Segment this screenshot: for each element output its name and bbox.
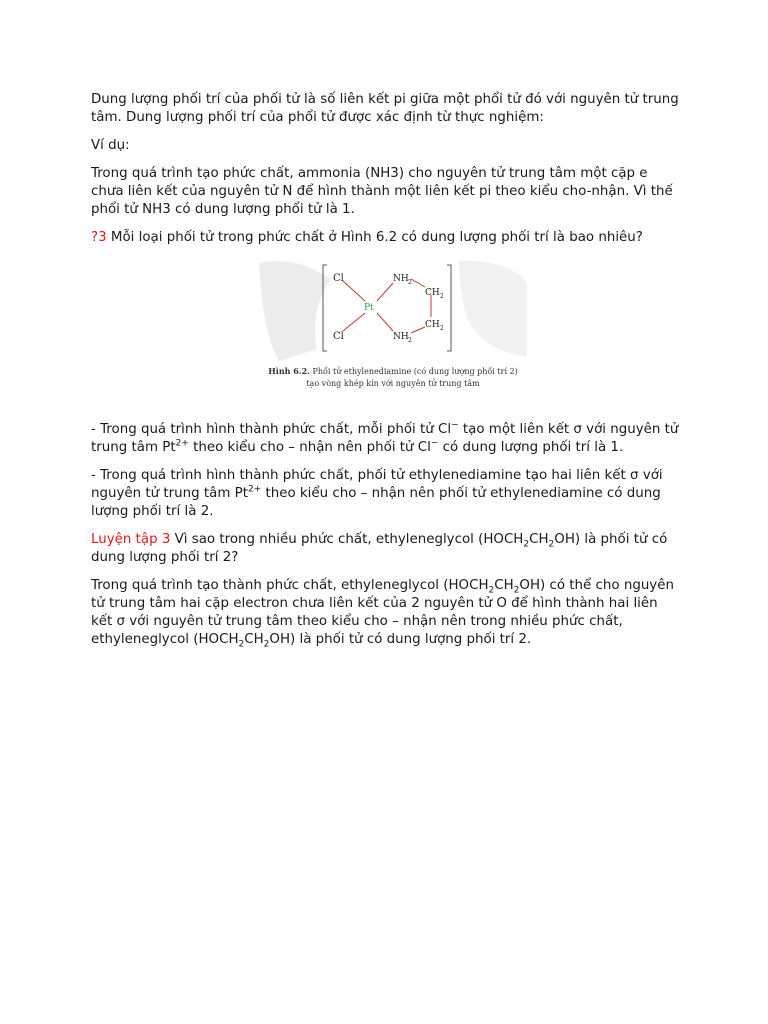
atom-cl-bottom: Cl (333, 331, 344, 342)
atom-nh2-top: NH (393, 274, 409, 284)
paragraph-example: Trong quá trình tạo phức chất, ammonia (NH3) cho nguyên tử trung tâm một cặp e chưa liên kết của nguyên tử N để hình thành một liên kết pi theo kiểu cho-nhận. Vì thế phổi tử NH3 có dung lượng phổi tử là 1. (91, 166, 673, 217)
bond-cl-pt-bottom (343, 313, 365, 331)
practice-text-a: Vì sao trong nhiều phức chất, ethyleneglycol (HOCH (170, 532, 524, 547)
atom-pt: Pt (364, 303, 374, 313)
platinum-charge-2: 2+ (247, 484, 262, 495)
answer-eg-text-e: OH) là phối tử có dung lượng phối trí 2. (269, 632, 532, 647)
answer-chloride-text-a: - Trong quá trình hình thành phức chất, mỗi phối tử Cl (91, 422, 452, 437)
answer-eg-sub-3: 2 (238, 639, 245, 650)
figure-caption-line-2: tạo vòng khép kín với nguyên tử trung tâm (306, 379, 480, 388)
answer-eg-text-d: CH (244, 632, 264, 647)
figure-caption-label: Hình 6.2. (268, 366, 310, 376)
answer-eg-text-c: OH) có thể cho nguyên tử trung tâm hai cặp electron chưa liên kết của 2 nguyên tử O để hình thành hai liên kết σ với nguyên tử trung tâm theo kiểu cho – nhận nên trong nhiều phức chất, ethyleneglycol (HOCH (91, 578, 674, 647)
answer-ethylenediamine (91, 467, 681, 521)
background-shade-shape (459, 261, 527, 357)
practice-text-c: OH) là phối tử có dung lượng phối trí 2? (91, 532, 668, 565)
atom-ch2-bottom-sub: 2 (440, 325, 444, 332)
answer-chloride (91, 421, 681, 457)
practice-sub-2: 2 (548, 539, 555, 550)
atom-nh2-bottom-sub: 2 (408, 337, 412, 344)
paragraph-example-label: Ví dụ: (91, 138, 130, 153)
figure-6-2 (259, 257, 527, 397)
bond-pt-n-bottom (377, 313, 393, 331)
bond-pt-n-top (377, 283, 393, 301)
background-swirl-shape (259, 261, 331, 361)
answer-en-text-b: theo kiểu cho – nhận nên phối tử ethylenediamine có dung lượng phối trí là 2. (91, 486, 661, 519)
answer-eg-sub-2: 2 (513, 585, 520, 596)
atom-cl-top: Cl (333, 273, 344, 284)
document-body (91, 91, 681, 659)
atom-nh2-bottom: NH (393, 332, 409, 342)
practice-sub-1: 2 (523, 539, 530, 550)
right-bracket (447, 265, 451, 351)
atom-nh2-top-sub: 2 (408, 279, 412, 286)
question-label: ?3 (91, 230, 107, 245)
practice-label: Luyện tập 3 (91, 532, 171, 547)
answer-chloride-text-c: theo kiểu cho – nhận nên phối tử Cl (188, 440, 431, 455)
chloride-charge: − (451, 420, 459, 431)
structure-diagram (259, 257, 527, 365)
practice-3 (91, 531, 681, 567)
answer-eg-sub-4: 2 (263, 639, 270, 650)
atom-ch2-top: CH (425, 288, 440, 298)
answer-ethyleneglycol (91, 577, 681, 649)
chloride-charge-2: − (430, 438, 439, 449)
answer-eg-sub-1: 2 (488, 585, 495, 596)
answer-chloride-text-b: tạo một liên kết σ với nguyên tử trung tâm Pt (91, 422, 679, 455)
answer-eg-text-a: Trong quá trình tạo thành phức chất, ethyleneglycol (HOCH (91, 578, 489, 593)
answer-eg-text-b: CH (494, 578, 514, 593)
practice-text-b: CH (529, 532, 549, 547)
question-3 (91, 229, 681, 247)
figure-caption (259, 365, 527, 390)
atom-ch2-bottom: CH (425, 320, 440, 330)
paragraph-definition: Dung lượng phối trí của phối tử là số liên kết pi giữa một phổi tử đó với nguyên tử trung tâm. Dung lượng phối trí của phổi tử được xác định từ thực nghiệm: (91, 92, 679, 125)
figure-caption-line-1: Phối tử ethylenediamine (có dung lượng phối trí 2) (309, 367, 518, 376)
bond-n-c-top (411, 279, 425, 287)
platinum-charge: 2+ (175, 438, 189, 449)
bond-cl-pt-top (343, 281, 365, 301)
answer-en-text-a: - Trong quá trình hình thành phức chất, phối tử ethylenediamine tạo hai liên kết σ với nguyên tử trung tâm Pt (91, 468, 663, 501)
question-text: Mỗi loại phối tử trong phức chất ở Hình 6.2 có dung lượng phối trí là bao nhiêu? (106, 230, 643, 245)
bond-c-n-bottom (411, 327, 425, 333)
atom-ch2-top-sub: 2 (440, 293, 444, 300)
answer-chloride-text-d: có dung lượng phối trí là 1. (438, 440, 624, 455)
